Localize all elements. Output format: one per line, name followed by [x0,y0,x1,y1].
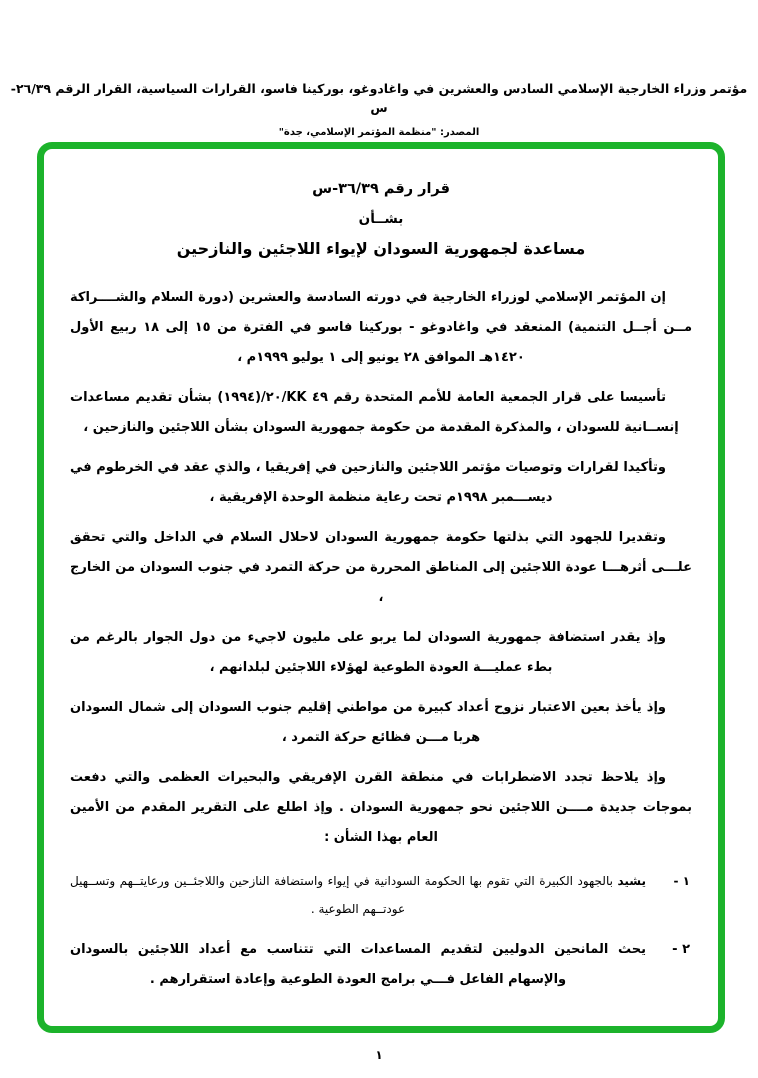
page-number: ١ [375,1048,383,1062]
resolution-regarding-title: بشــأن [358,211,404,227]
operative-items [70,867,692,995]
operative-item-2 [70,935,690,995]
item-lead: يشيد [617,874,646,888]
conference-reference-line: مؤتمر وزراء الخارجية الإسلامي السادس والعشرين في واغادوغو، بوركينا فاسو، القرارات السياسية، القرار الرقم ٢٦/٣٩-س [10,81,748,115]
preamble-paragraph-6 [70,693,692,753]
resolution-title-block [70,181,692,258]
paragraph-text: لقرارات وتوصيات مؤتمر اللاجئين والنازحين في إفريقيا ، والذي عقد في الخرطوم في ديســـمبر ١٩٩٨م تحت رعاية منظمة الوحدة الإفريقية ، [70,460,624,505]
item-number: ١ - [673,874,690,888]
preamble-paragraph-2 [70,383,692,443]
paragraph-lead: وإذ يقدر [611,630,666,645]
paragraph-lead: تأسيسا [620,390,667,405]
operative-item-1 [70,867,690,923]
paragraph-text: إن المؤتمر الإسلامي لوزراء الخارجية في دورته السادسة والعشرين (دورة السلام والشــــراكة مــن أجــل التنمية) المنعقد في واغادوغو - بوركينا فاسو في الفترة من ١٥ إلى ١٨ ربيع الأول ١٤٢٠هـ الموافق ٢٨ يونيو إلى ١ يوليو ١٩٩٩م ، [70,290,692,365]
paragraph-text: استضافة جمهورية السودان لما يربو على مليون لاجيء من دول الجوار بالرغم من بطء عمليـــة العودة الطوعية لهؤلاء اللاجئين لبلدانهم ، [70,630,612,675]
paragraph-text: للجهود التي بذلتها حكومة جمهورية السودان لاحلال السلام في الداخل والتي تحقق علـــى أثرهـــا عودة اللاجئين إلى المناطق المحررة من حركة التمرد في جنوب السودان من الخارج ، [70,530,692,605]
item-body: بالجهود الكبيرة التي تقوم بها الحكومة السودانية في إيواء واستضافة النازحين واللاجئــين ورعايتــهم وتســهيل عودتــهم الطوعية . [70,874,618,916]
source-line: المصدر: "منظمة المؤتمر الإسلامي، جدة" [278,126,480,138]
document-header [0,80,758,138]
item-body: المانحين الدوليين لتقديم المساعدات التي تتناسب مع أعداد اللاجئين بالسودان والإسهام الفاعل فـــي برامج العودة الطوعية وإعادة استقرارهم . [70,942,618,987]
paragraph-text: نزوح أعداد كبيرة من مواطني إقليم جنوب السودان إلى شمال السودان هربا مـــن فظائع حركة التمرد ، [70,700,530,745]
preamble-paragraph-1 [70,283,692,373]
paragraph-text: على قرار الجمعية العامة للأمم المتحدة رقم ٤٩ KK/٢٠/(١٩٩٤) بشأن تقديم مساعدات إنســانية للسودان ، والمذكرة المقدمة من حكومة جمهورية السودان بشأن اللاجئين والنازحين ، [70,390,679,435]
paragraph-lead: وإذ يلاحظ [600,770,666,785]
paragraph-lead: وتأكيدا [623,460,666,475]
item-lead: يحث [617,942,646,957]
preamble-paragraph-4 [70,523,692,613]
item-number: ٢ - [672,942,690,957]
paragraph-lead: وإذ يأخذ بعين الاعتبار [529,700,666,715]
resolution-body [70,283,692,995]
preamble-paragraph-7 [70,763,692,853]
preamble-paragraph-5 [70,623,692,683]
preamble-paragraph-3 [70,453,692,513]
resolution-frame [37,142,725,1033]
paragraph-lead: وتقديرا [618,530,666,545]
resolution-subject-title: مساعدة لجمهورية السودان لإيواء اللاجئين والنازحين [176,239,586,258]
item-text [70,867,646,923]
paragraph-text: تجدد الاضطرابات في منطقة القرن الإفريقي والبحيرات العظمى والتي دفعت بموجات جديدة مــــن اللاجئين نحو جمهورية السودان . وإذ اطلع على التقرير المقدم من الأمين العام بهذا الشأن : [70,770,692,845]
item-text [70,935,646,995]
resolution-number-title: قرار رقم ٣٦/٣٩-س [312,181,450,197]
